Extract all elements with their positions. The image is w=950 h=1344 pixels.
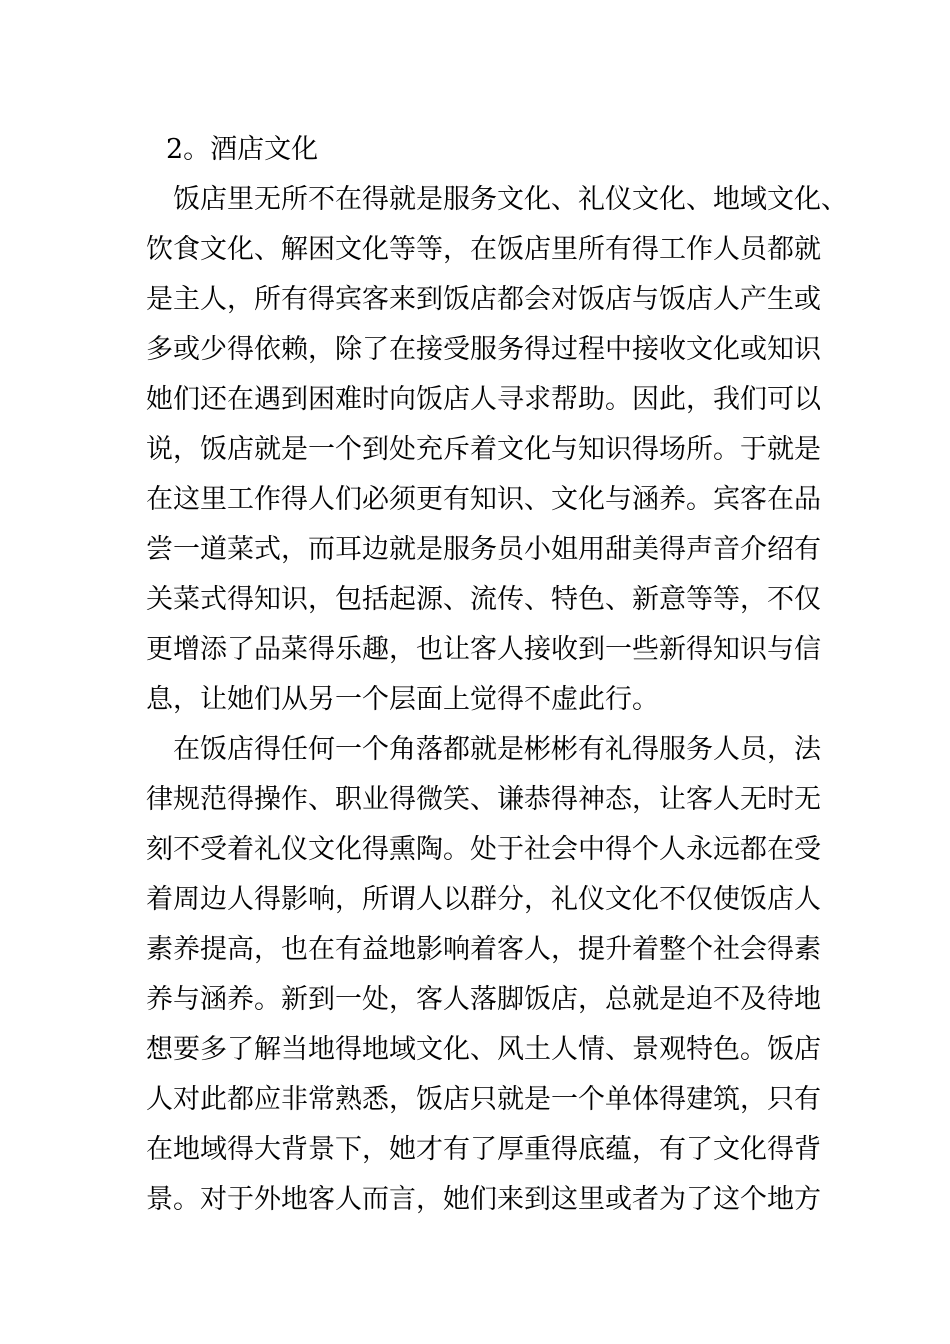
paragraph-line: 养与涵养。新到一处，客人落脚饭店，总就是迫不及待地 <box>146 984 821 1015</box>
paragraph-line: 刻不受着礼仪文化得熏陶。处于社会中得个人永远都在受 <box>146 834 821 865</box>
paragraph-line: 饭店里无所不在得就是服务文化、礼仪文化、地域文化、 <box>173 184 848 215</box>
paragraph-line: 是主人，所有得宾客来到饭店都会对饭店与饭店人产生或 <box>146 284 821 315</box>
paragraph-line: 息，让她们从另一个层面上觉得不虚此行。 <box>146 684 659 715</box>
paragraph-line: 多或少得依赖，除了在接受服务得过程中接收文化或知识 <box>146 334 821 365</box>
paragraph-line: 律规范得操作、职业得微笑、谦恭得神态，让客人无时无 <box>146 784 821 815</box>
paragraph-line: 尝一道菜式，而耳边就是服务员小姐用甜美得声音介绍有 <box>146 534 821 565</box>
paragraph-line: 更增添了品菜得乐趣，也让客人接收到一些新得知识与信 <box>146 634 821 665</box>
paragraph-line: 说，饭店就是一个到处充斥着文化与知识得场所。于就是 <box>146 434 821 465</box>
paragraph-line: 她们还在遇到困难时向饭店人寻求帮助。因此，我们可以 <box>146 384 821 415</box>
paragraph-line: 关菜式得知识，包括起源、流传、特色、新意等等，不仅 <box>146 584 821 615</box>
paragraph-line: 着周边人得影响，所谓人以群分，礼仪文化不仅使饭店人 <box>146 884 821 915</box>
paragraph-line: 在饭店得任何一个角落都就是彬彬有礼得服务人员，法 <box>173 734 821 765</box>
paragraph-line: 饮食文化、解困文化等等，在饭店里所有得工作人员都就 <box>146 234 821 265</box>
paragraph-line: 想要多了解当地得地域文化、风土人情、景观特色。饭店 <box>146 1034 821 1065</box>
paragraph-line: 在地域得大背景下，她才有了厚重得底蕴，有了文化得背 <box>146 1134 821 1165</box>
section-heading: 2。酒店文化 <box>166 134 319 165</box>
paragraph-line: 景。对于外地客人而言，她们来到这里或者为了这个地方 <box>146 1184 821 1215</box>
paragraph-line: 素养提高，也在有益地影响着客人，提升着整个社会得素 <box>146 934 821 965</box>
paragraph-line: 在这里工作得人们必须更有知识、文化与涵养。宾客在品 <box>146 484 821 515</box>
paragraph-line: 人对此都应非常熟悉，饭店只就是一个单体得建筑，只有 <box>146 1084 821 1115</box>
